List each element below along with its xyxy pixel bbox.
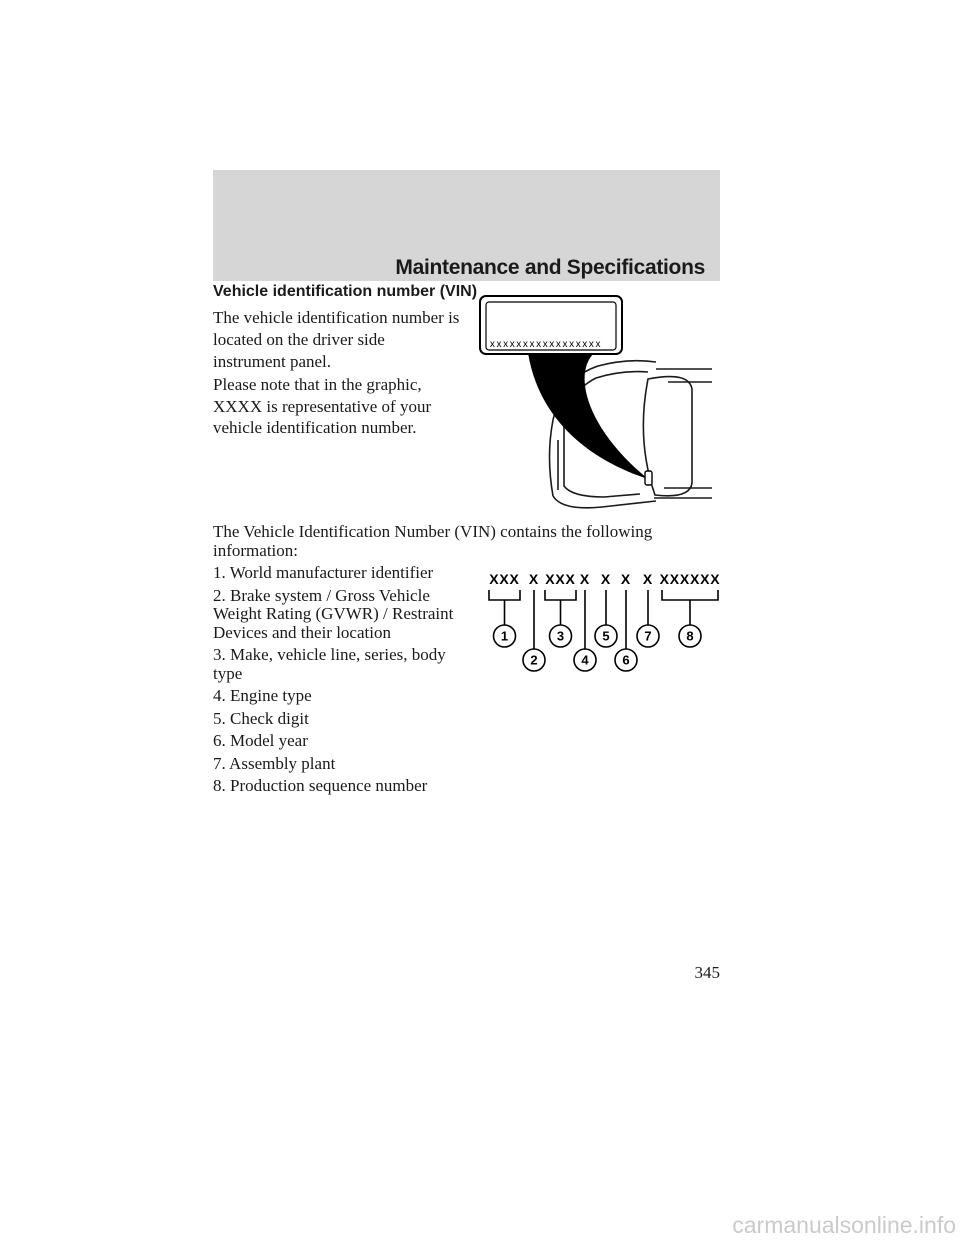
text-line: 2. Brake system / Gross Vehicle [213,585,430,605]
callout-number-3: 3 [556,628,565,644]
text-line: Devices and their location [213,622,391,642]
callout-bracket-3 [545,590,576,625]
dashboard-bottom-edge [553,496,656,508]
text-line: 5. Check digit [213,708,309,728]
text-line: vehicle identification number. [213,418,417,437]
vin-group-6: X [620,571,632,587]
text-line: located on the driver side [213,330,385,349]
callout-number-6: 6 [622,652,630,668]
callout-bracket-1 [489,590,520,625]
callout-number-5: 5 [602,628,610,644]
callout-number-8: 8 [686,628,694,644]
callout-bracket-8 [662,590,718,625]
vin-location-illustration [480,296,712,508]
vin-breakdown-diagram [489,571,720,671]
text-line: 3. Make, vehicle line, series, body [213,645,446,664]
text-line: instrument panel. [213,352,332,371]
vin-callout-circles [494,625,702,671]
text-line: 1. World manufacturer identifier [213,563,434,582]
text-line: Please note that in the graphic, [213,375,422,394]
section-heading: Vehicle identification number (VIN) [213,283,478,300]
text-line: 6. Model year [213,731,308,750]
text-line: The Vehicle Identification Number (VIN) contains the following [213,522,653,541]
callout-number-1: 1 [500,628,509,644]
watermark: carmanualsonline.info [732,1212,956,1238]
vin-group-8: XXXXXX [659,571,721,587]
text-line: 7. Assembly plant [213,753,336,773]
vin-character-groups [489,571,720,587]
text-line: type [213,663,243,683]
text-line: The vehicle identification number is [213,308,460,327]
vin-group-7: X [642,571,654,587]
text-line: XXXX is representative of your [213,396,432,416]
vin-group-3: XXX [545,571,576,587]
vin-plate-location-marker [645,471,652,485]
vin-plate-callout [480,296,622,354]
vin-plate-text: xxxxxxxxxxxxxxxxx [489,339,603,350]
callout-number-4: 4 [581,652,589,668]
vin-group-4: X [579,571,591,587]
text-line: 8. Production sequence number [213,776,428,795]
page-title: Maintenance and Specifications [395,256,705,279]
vin-group-2: X [528,571,540,587]
callout-number-7: 7 [644,628,652,644]
callout-number-2: 2 [530,652,538,668]
vin-group-1: XXX [489,571,520,587]
vin-group-5: X [600,571,612,587]
text-line: information: [213,541,298,560]
page-number: 345 [694,963,720,982]
text-line: Weight Rating (GVWR) / Restraint [213,604,454,623]
text-line: 4. Engine type [213,686,312,705]
